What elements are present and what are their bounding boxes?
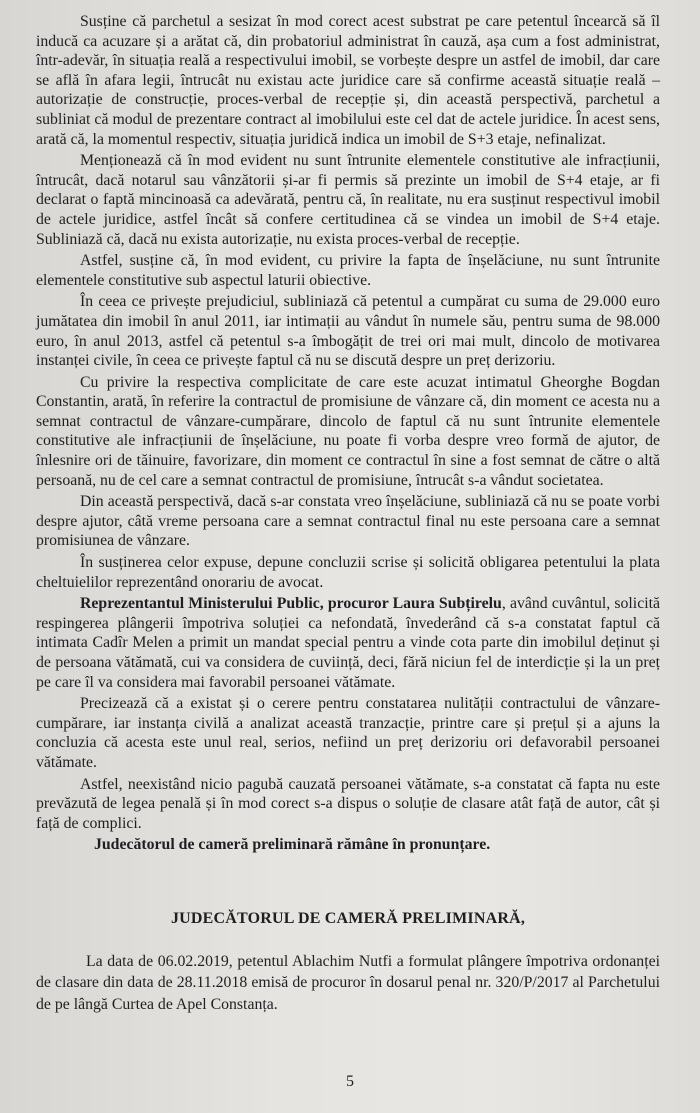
section-heading: JUDECĂTORUL DE CAMERĂ PRELIMINARĂ, — [170, 909, 526, 927]
paragraph-no-damage: Astfel, neexistând nicio pagubă cauzată persoanei vătămate, s-a constatat că fapta nu este prevăzută de legea penală și în mod corect s-a dispus o soluție de clasare atât față de autor, cât și față de complici. — [36, 775, 660, 832]
public-ministry-representative: Reprezentantul Ministerului Public, procuror Laura Subțirelu — [80, 595, 502, 613]
verdict-statement: Judecătorul de cameră preliminară rămâne în pronunțare. — [94, 836, 491, 854]
paragraph-constitutive-elements: Menționează că în mod evident nu sunt întrunite elementele constitutive ale infracțiunii, întrucât, dacă notarul sau vânzătorii și-ar fi permis să prezinte un imobil de S+4 etaje, ar fi declarat o faptă mincinoasă ca adevărată, pentru că, în realitate, nu era susținut respectivul imobil de actele juridice, astfel încât să confere certitudinea că se vindea un imobil de S+4 etaje. Subliniază că, dacă nu exista autorizație, nu exista proces-verbal de recepție. — [36, 152, 660, 248]
paragraph-public-ministry — [36, 594, 660, 692]
paragraph-complicity: Cu privire la respectiva complicitate de care este acuzat intimatul Gheorghe Bogdan Constantin, arată, în referire la contractul de promisiune de vânzare că, din moment ce acesta nu a semnat contractul de vânzare-cumpărare, dincolo de faptul că nu sunt întrunite elementele constitutive ale infracțiunii de înșelăciune, nu poate fi vorba despre vreo formă de ajutor, de înlesnire ori de tăinuire, favorizare, din moment ce contractul în sine a fost semnat de către o altă persoană, nu de cel care a semnat contractul de promisiune, întrucât s-a vândut societatea. — [36, 373, 660, 489]
paragraph-written-conclusions: În susținerea celor expuse, depune concluzii scrise și solicită obligarea petentului la plata cheltuielilor reprezentând onorariu de avocat. — [36, 554, 660, 591]
paragraph-complaint-filed: La data de 06.02.2019, petentul Ablachim Nutfi a formulat plângere împotriva ordonanței de clasare din data de 28.11.2018 emisă de procuror în dosarul penal nr. 320/P/2017 al Parchetului de pe lângă Curtea de Apel Constanța. — [36, 952, 660, 1013]
paragraph-prejudice: În ceea ce privește prejudiciul, subliniază că petentul a cumpărat cu suma de 29.000 euro jumătatea din imobil în anul 2011, iar intimații au vândut în numele său, pentru suma de 98.000 euro, în anul 2013, astfel că petentul s-a îmbogățit de trei ori mai mult, dincolo de motivarea instanței civile, în ceea ce privește faptul că nu se discută despre un preț derizoriu. — [36, 293, 660, 370]
paragraph-nullity-request: Precizează că a existat și o cerere pentru constatarea nulității contractului de vânzare-cumpărare, iar instanța civilă a analizat această tranzacție, printre care și prețul și a ajuns la concluzia că acesta este unul real, serios, nefiind un preț derizoriu ori defavorabil persoanei vătămate. — [36, 695, 660, 771]
public-ministry-argument: , având cuvântul, solicită respingerea plângerii împotriva soluției ca nefondată, învederând că s-a constatat faptul că intimata Cadîr Melen a primit un mandat special pentru a vinde cota parte din imobilul deținut și de persoana vătămată, cui va considera de cuviință, deci, fără niciun fel de interdicție și la un preț pe care îl va considera mai favorabil persoanei vătămate. — [36, 595, 660, 691]
paragraph-perspective: Din această perspectivă, dacă s-ar constata vreo înșelăciune, subliniază că nu se poate vorbi despre ajutor, câtă vreme persoana care a semnat contractul final nu este persoana care a semnat promisiunea de vânzare. — [36, 493, 660, 550]
paragraph-objective-side: Astfel, susține că, în mod evident, cu privire la fapta de înșelăciune, nu sunt întrunite elementele constitutive sub aspectul laturii obiective. — [36, 252, 660, 289]
page-number: 5 — [346, 1073, 354, 1090]
paragraph-prosecutor-substrate: Susține că parchetul a sesizat în mod corect acest substrat pe care petentul încearcă să îl inducă ca acuzare și a arătat că, din probatoriul administrat în cauză, așa cum a fost administrat, într-adevăr, în situația reală a respectivului imobil, se vorbește despre un astfel de imobil, dar care se află în afara legii, întrucât nu existau acte juridice care să confirme această situație reală – autorizație de construcție, proces-verbal de recepție și, din această perspectivă, parchetul a subliniat că modul de prezentare contract al imobilului este cel dat de actele juridice. În acest sens, arată că, la momentul respectiv, situația juridică indica un imobil de S+3 etaje, nefinalizat. — [36, 13, 660, 148]
